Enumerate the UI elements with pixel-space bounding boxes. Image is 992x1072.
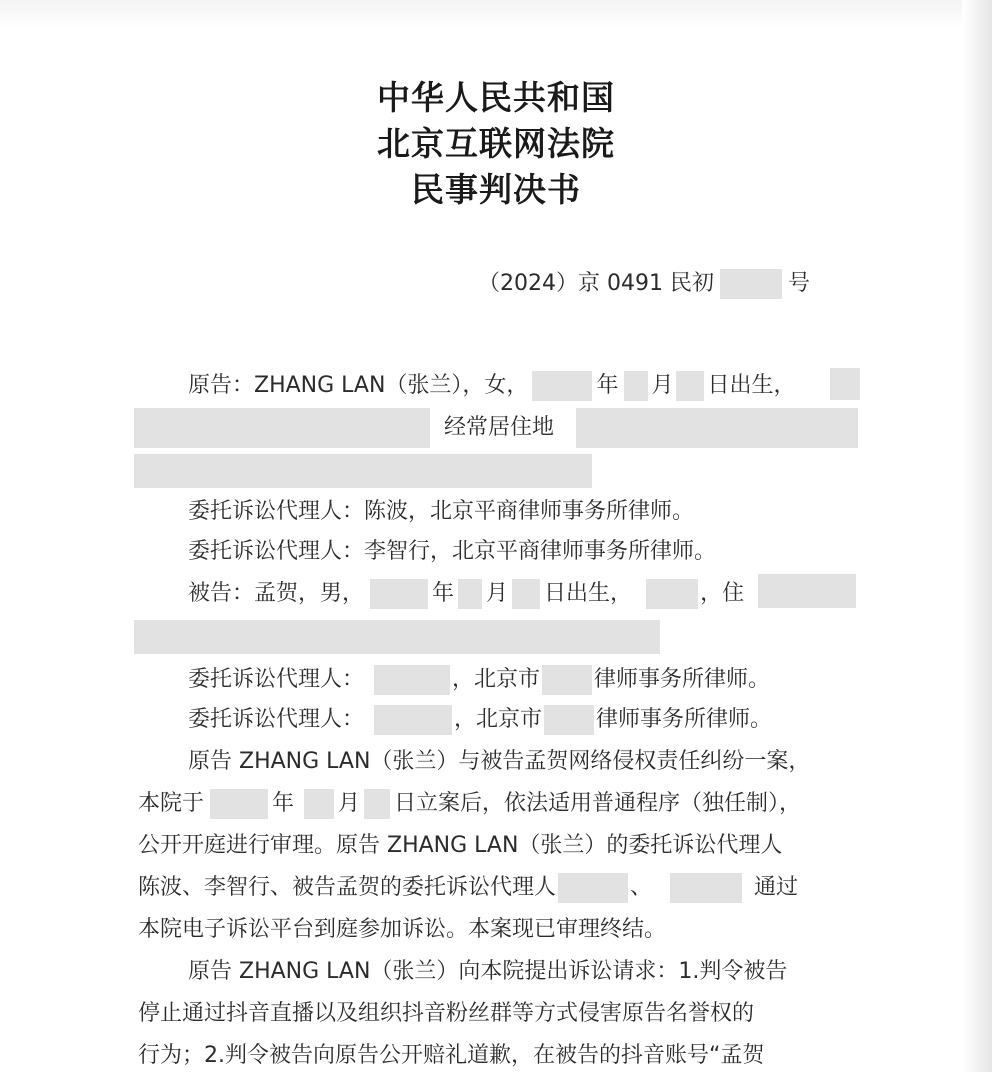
defendant-agent-1 (188, 660, 770, 700)
redacted-date-month (304, 789, 334, 819)
heading-country: 中华人民共和国 (377, 78, 615, 117)
page-top-shadow (0, 0, 992, 28)
body-text: 陈波、李智行、被告孟贺的委托诉讼代理人 (138, 875, 557, 900)
residence-label: 经常居住地 (444, 415, 555, 440)
redacted-address (134, 454, 592, 488)
redacted-birth-year (532, 371, 592, 401)
heading-court: 北京互联网法院 (377, 124, 615, 163)
redacted-address (758, 574, 856, 608)
body-p1-line-3: 公开开庭进行审理。原告 ZHANG LAN（张兰）的委托诉讼代理人 (138, 833, 783, 858)
case-number-prefix: （2024）京 0491 民初 (478, 271, 714, 296)
month-label: 月 (486, 581, 509, 606)
agent-label: 委托诉讼代理人： (188, 667, 365, 692)
redacted-text (134, 408, 430, 448)
body-text: 、 (630, 875, 653, 900)
body-p2-line-2: 停止通过抖音直播以及组织抖音粉丝群等方式侵害原告名誉权的 (138, 1001, 755, 1026)
year-label: 年 (596, 373, 619, 398)
redacted-ethnicity (646, 579, 698, 609)
defendant-intro: 被告：孟贺，男， (188, 581, 365, 606)
redacted-birth-day (512, 579, 540, 609)
beijing-label: ，北京市 (454, 707, 543, 732)
agent-label: 委托诉讼代理人： (188, 707, 365, 732)
redacted-firm-name (544, 705, 594, 735)
year-label: 年 (432, 581, 455, 606)
redacted-address (576, 408, 858, 448)
body-p1-line-2 (138, 784, 801, 824)
body-p2-line-3: 行为；2.判令被告向原告公开赔礼道歉，在被告的抖音账号“孟贺 (138, 1043, 765, 1068)
defendant-agent-2 (188, 700, 772, 740)
redacted-address (134, 620, 660, 654)
redacted-date-year (210, 789, 268, 819)
plaintiff-intro: 原告：ZHANG LAN（张兰），女， (188, 373, 529, 398)
body-text: 通过 (754, 875, 799, 900)
body-p2-line-1: 原告 ZHANG LAN（张兰）向本院提出诉讼请求：1.判令被告 (188, 959, 788, 984)
defendant-line (188, 574, 744, 614)
residence-prefix: ，住 (700, 581, 745, 606)
case-number (478, 264, 810, 304)
body-p1-line-4 (138, 868, 798, 908)
redacted-firm-name (542, 665, 592, 695)
redacted-birth-month (624, 371, 648, 401)
redacted-birth-day (676, 371, 704, 401)
body-p1-line-5: 本院电子诉讼平台到庭参加诉讼。本案现已审理终结。 (138, 917, 667, 942)
born-label: 日出生， (707, 373, 796, 398)
case-number-suffix: 号 (787, 271, 810, 296)
body-text: 本院于 (138, 791, 205, 816)
redacted-date-day (364, 789, 390, 819)
redacted-agent-name (670, 873, 742, 903)
redacted-agent-name (558, 873, 628, 903)
body-text: 日立案后，依法适用普通程序（独任制）， (394, 791, 802, 816)
month-label: 月 (651, 373, 674, 398)
redacted-text (830, 368, 860, 400)
body-p1-line-1: 原告 ZHANG LAN（张兰）与被告孟贺网络侵权责任纠纷一案， (188, 749, 811, 774)
heading-doc-type: 民事判决书 (411, 170, 581, 209)
year-label: 年 (272, 791, 295, 816)
redacted-case-id (720, 269, 782, 299)
born-label: 日出生， (544, 581, 633, 606)
plaintiff-agent-1: 委托诉讼代理人：陈波，北京平商律师事务所律师。 (188, 499, 695, 524)
plaintiff-agent-2: 委托诉讼代理人：李智行，北京平商律师事务所律师。 (188, 539, 717, 564)
redacted-agent-name (374, 705, 452, 735)
redacted-birth-month (458, 579, 482, 609)
firm-suffix: 律师事务所律师。 (594, 667, 771, 692)
plaintiff-line (188, 366, 795, 406)
beijing-label: ，北京市 (452, 667, 541, 692)
redacted-agent-name (374, 665, 450, 695)
month-label: 月 (338, 791, 361, 816)
redacted-birth-year (370, 579, 428, 609)
firm-suffix: 律师事务所律师。 (596, 707, 773, 732)
